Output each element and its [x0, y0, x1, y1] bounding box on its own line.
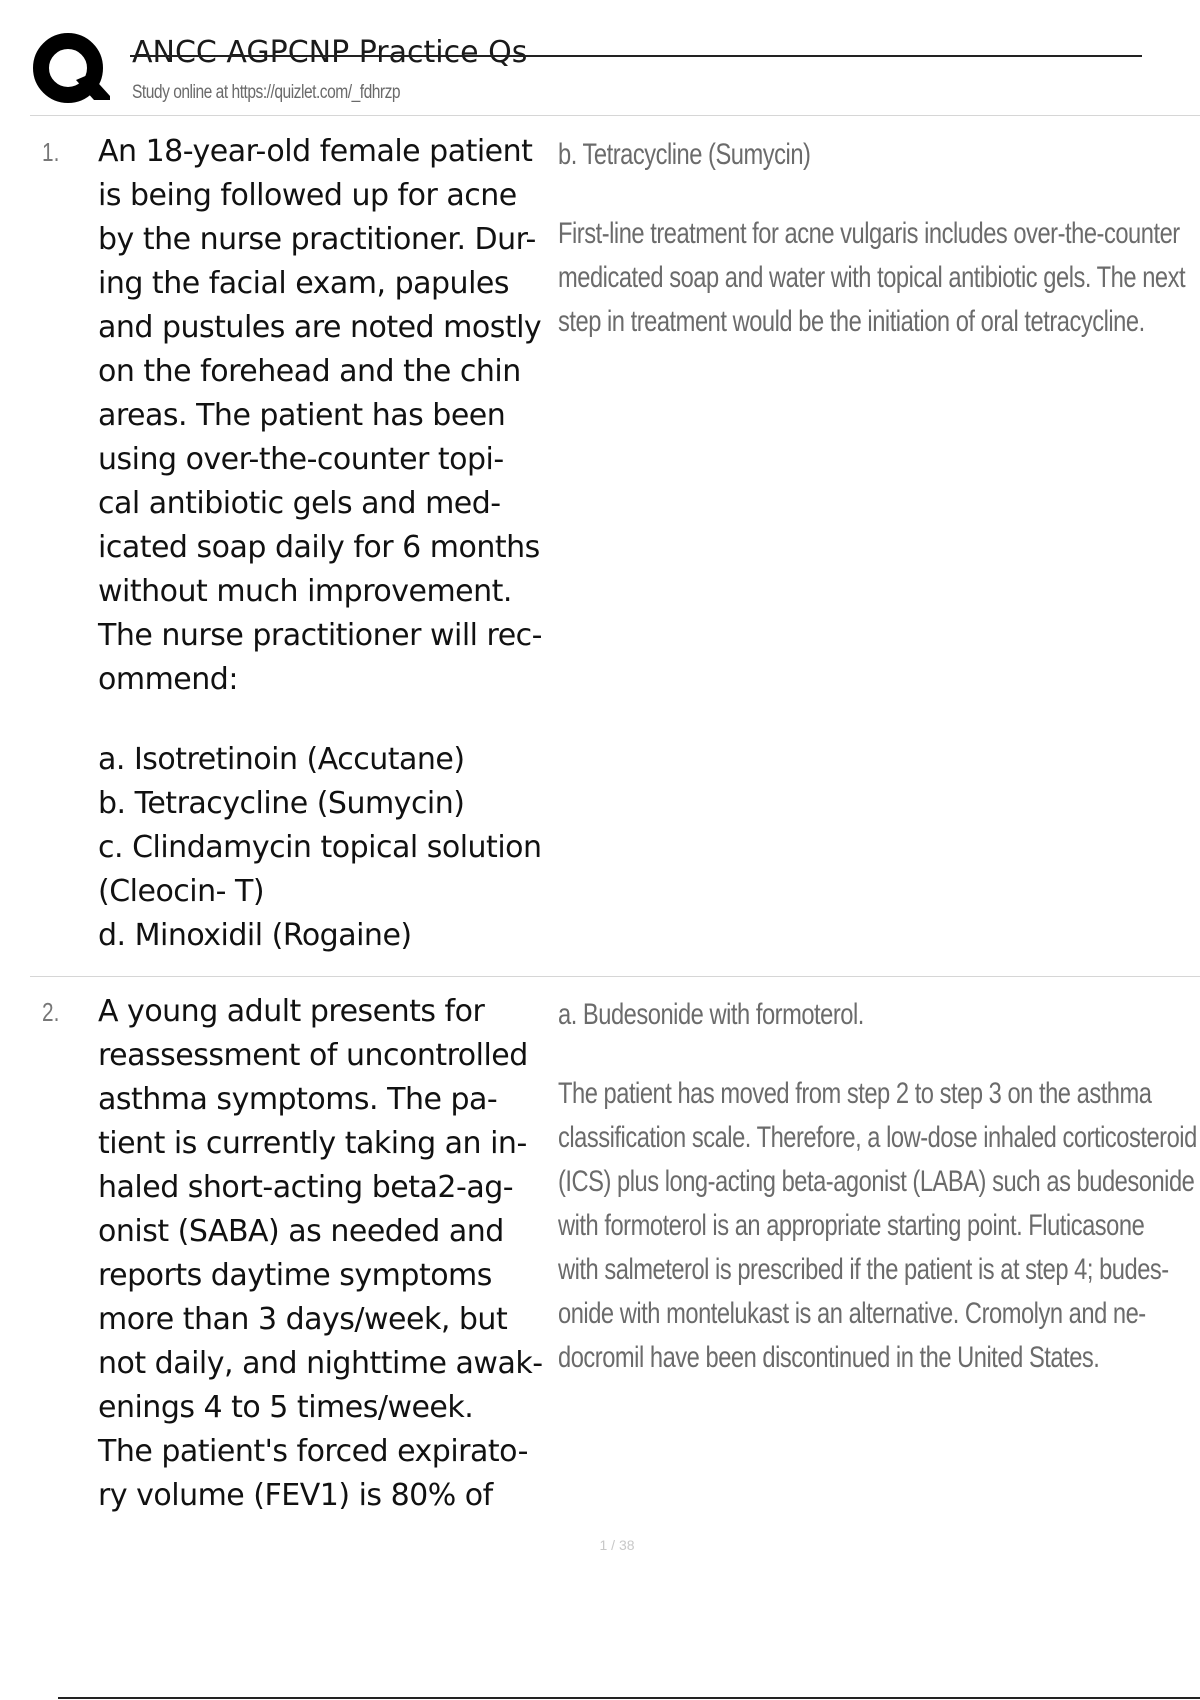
- question-line: ommend:: [98, 662, 238, 697]
- study-online-link[interactable]: Study online at https://quizlet.com/_fdhrzp: [132, 82, 401, 103]
- question-line: enings 4 to 5 times/week.: [98, 1390, 474, 1425]
- question-line: asthma symptoms. The pa-: [98, 1082, 498, 1117]
- answer-option-c: c. Clindamycin topical solution: [98, 830, 542, 865]
- card-number: 2.: [42, 997, 60, 1027]
- header-divider: [30, 115, 1200, 116]
- page-number: 1 / 38: [599, 1537, 635, 1553]
- question-line: icated soap daily for 6 months: [98, 530, 540, 565]
- question-line: tient is currently taking an in-: [98, 1126, 527, 1161]
- question-line: areas. The patient has been: [98, 398, 506, 433]
- question-line: on the forehead and the chin: [98, 354, 521, 389]
- title-strikethrough-rule: [130, 55, 1142, 57]
- question-line: without much improvement.: [98, 574, 512, 609]
- question-line: using over-the-counter topi-: [98, 442, 504, 477]
- question-line: by the nurse practitioner. Dur-: [98, 222, 536, 257]
- card-number: 1.: [42, 137, 60, 167]
- explanation-line: docromil have been discontinued in the United States.: [558, 1341, 1100, 1374]
- card-answer: [558, 993, 1197, 1380]
- question-line: onist (SABA) as needed and: [98, 1214, 504, 1249]
- explanation-line: step in treatment would be the initiation of oral tetracycline.: [558, 305, 1145, 338]
- answer-gap: [558, 177, 1127, 212]
- explanation-line: (ICS) plus long-acting beta-agonist (LABA) such as budesonide: [558, 1165, 1195, 1198]
- question-line: is being followed up for acne: [98, 178, 517, 213]
- card-answer: [558, 133, 1186, 344]
- study-set-title: ANCC AGPCNP Practice Qs: [132, 35, 528, 70]
- card-question: [98, 990, 588, 1518]
- question-line: and pustules are noted mostly: [98, 310, 542, 345]
- question-line: An 18-year-old female patient: [98, 134, 533, 169]
- answer-option-d: d. Minoxidil (Rogaine): [98, 918, 412, 953]
- correct-answer: b. Tetracycline (Sumycin): [558, 138, 811, 171]
- answer-option-b: b. Tetracycline (Sumycin): [98, 786, 465, 821]
- question-line: reassessment of uncontrolled: [98, 1038, 528, 1073]
- answer-option-a: a. Isotretinoin (Accutane): [98, 742, 465, 777]
- question-line: ing the facial exam, papules: [98, 266, 509, 301]
- question-line: more than 3 days/week, but: [98, 1302, 508, 1337]
- card-question: [98, 130, 588, 958]
- explanation-line: First-line treatment for acne vulgaris includes over-the-counter: [558, 217, 1180, 250]
- explanation-line: with formoterol is an appropriate starting point. Fluticasone: [558, 1209, 1145, 1242]
- page-header: [0, 0, 1200, 118]
- question-line: not daily, and nighttime awak-: [98, 1346, 543, 1381]
- correct-answer: a. Budesonide with formoterol.: [558, 998, 864, 1031]
- question-line: A young adult presents for: [98, 994, 485, 1029]
- answer-option-c-cont: (Cleocin- T): [98, 874, 265, 909]
- quizlet-q-logo-icon: [32, 30, 112, 110]
- card-divider: [30, 976, 1200, 977]
- answer-gap: [558, 1037, 1127, 1072]
- question-line: haled short-acting beta2-ag-: [98, 1170, 514, 1205]
- explanation-line: with salmeterol is prescribed if the patient is at step 4; budes-: [558, 1253, 1169, 1286]
- question-line: reports daytime symptoms: [98, 1258, 492, 1293]
- question-line: cal antibiotic gels and med-: [98, 486, 501, 521]
- explanation-line: medicated soap and water with topical antibiotic gels. The next: [558, 261, 1186, 294]
- question-line: ry volume (FEV1) is 80% of: [98, 1478, 493, 1513]
- question-gap: [98, 702, 588, 738]
- footer-rule: [58, 1697, 1200, 1699]
- explanation-line: The patient has moved from step 2 to step 3 on the asthma: [558, 1077, 1152, 1110]
- question-line: The patient's forced expirato-: [98, 1434, 528, 1469]
- question-line: The nurse practitioner will rec-: [98, 618, 542, 653]
- explanation-line: classification scale. Therefore, a low-dose inhaled corticosteroid: [558, 1121, 1197, 1154]
- explanation-line: onide with montelukast is an alternative. Cromolyn and ne-: [558, 1297, 1146, 1330]
